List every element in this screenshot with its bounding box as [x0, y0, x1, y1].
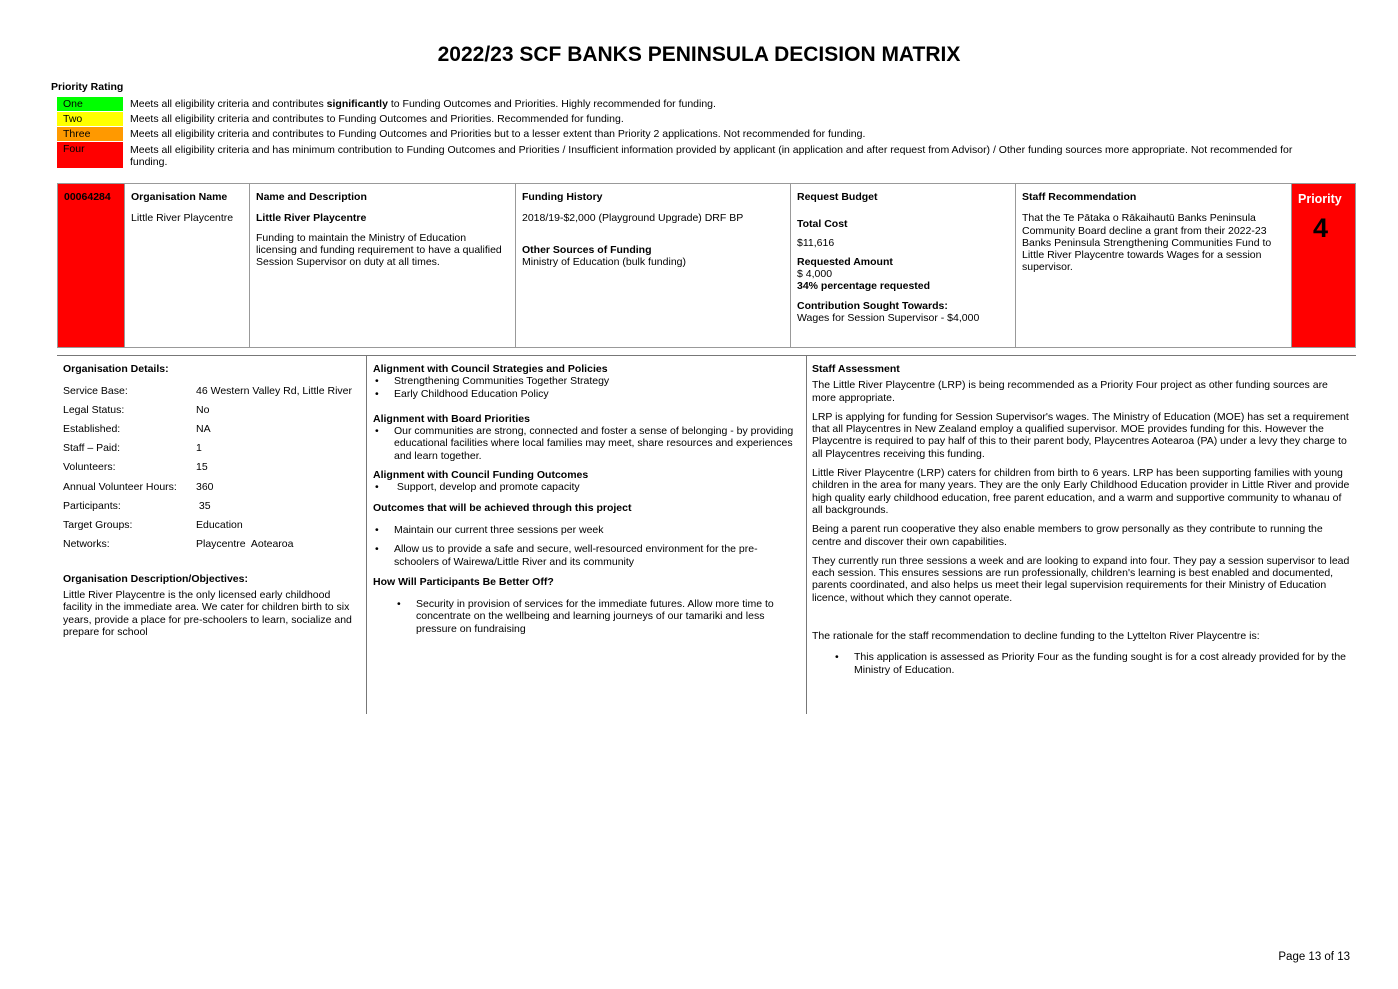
- list-item: • Strengthening Communities Together Strategy: [373, 375, 801, 387]
- outcomes-achieved-list: [373, 524, 801, 568]
- detail-label: Target Groups:: [63, 519, 133, 531]
- detail-value: 1: [196, 442, 202, 454]
- name-description-cell: [250, 184, 516, 347]
- column-divider-1: [366, 356, 367, 714]
- assessment-paragraph: Being a parent run cooperative they also enable members to grow personally as they contribute to running the centre and discover their own capabilities.: [812, 523, 1323, 548]
- contribution-value: Wages for Session Supervisor - $4,000: [797, 312, 980, 325]
- priority-text-four: Meets all eligibility criteria and has minimum contribution to Funding Outcomes and Priorities / Insufficient information provided by applicant (in application and after request from Advisor) / Other funding sources more appropriate. Not recommended for funding.: [130, 144, 1293, 169]
- list-item: • Security in provision of services for the immediate futures. Allow more time to concentrate on the wellbeing and learning journeys of our tamariki and less pressure on fundraising: [395, 598, 801, 635]
- staff-assessment-column: [812, 363, 1352, 676]
- detail-label: Legal Status:: [63, 404, 125, 416]
- org-description: Little River Playcentre is the only licensed early childhood facility in the immediate area. We cater for children birth to six years, provide a place for pre-schoolers to learn, socialize and prepare for school: [63, 589, 352, 638]
- board-priorities-heading: Alignment with Board Priorities: [373, 412, 530, 425]
- outcomes-achieved-heading: Outcomes that will be achieved through this project: [373, 501, 632, 514]
- assessment-paragraph: The Little River Playcentre (LRP) is being recommended as a Priority Four project as other funding sources are more appropriate.: [812, 379, 1328, 404]
- funding-history-header: Funding History: [522, 191, 603, 203]
- requested-amount-label: Requested Amount: [797, 255, 893, 268]
- priority-header: Priority: [1298, 192, 1342, 206]
- staff-recommendation: That the Te Pātaka o Rākaihautū Banks Peninsula Community Board decline a grant from their 2022-23 Banks Peninsula Strengthening Communities Fund to Little River Playcentre towards Wages for a session supervisor.: [1022, 212, 1272, 274]
- detail-label: Established:: [63, 423, 121, 435]
- detail-value: 46 Western Valley Rd, Little River: [196, 385, 353, 397]
- detail-label: Service Base:: [63, 385, 128, 397]
- project-name: Little River Playcentre: [256, 212, 367, 225]
- name-description-header: Name and Description: [256, 191, 367, 203]
- total-cost-label: Total Cost: [797, 218, 848, 231]
- column-divider-2: [806, 356, 807, 714]
- other-sources-header: Other Sources of Funding: [522, 243, 652, 256]
- section-divider: [57, 355, 1356, 356]
- priority-swatch-three: Three: [57, 127, 123, 141]
- better-off-heading: How Will Participants Be Better Off?: [373, 575, 554, 588]
- funding-history: 2018/19-$2,000 (Playground Upgrade) DRF BP: [522, 212, 744, 225]
- list-item: • Early Childhood Education Policy: [373, 388, 801, 400]
- board-priorities-list: [373, 425, 801, 462]
- priority-rating-heading: Priority Rating: [51, 81, 124, 93]
- list-item: • Our communities are strong, connected and foster a sense of belonging - by providing educational facilities where local families may meet, share resources and experiences and learn together.: [373, 425, 801, 462]
- list-item: • This application is assessed as Priority Four as the funding sought is for a cost already provided for by the Ministry of Education.: [833, 651, 1352, 676]
- detail-label: Staff – Paid:: [63, 442, 121, 454]
- priority-swatch-four: Four: [57, 142, 123, 168]
- staff-recommendation-cell: [1016, 184, 1292, 347]
- priority-value: 4: [1312, 213, 1329, 244]
- total-cost: $11,616: [797, 236, 835, 249]
- list-item: • Support, develop and promote capacity: [373, 481, 801, 493]
- other-sources: Ministry of Education (bulk funding): [522, 255, 686, 268]
- funding-outcomes-list: [373, 481, 801, 493]
- priority-text-one: Meets all eligibility criteria and contributes significantly to Funding Outcomes and Priorities. Highly recommended for funding.: [130, 98, 716, 110]
- assessment-paragraph: LRP is applying for funding for Session Supervisor's wages. The Ministry of Education (MOE) has set a requirement that all Playcentres in New Zealand employ a qualified supervisor. MOE provides funding for this. However the Playcentre is required to pay half of this to their parent body, Playcentres Aotearoa (PA) under a levy they charge to all Playcentres receiving this funding.: [812, 410, 1349, 460]
- detail-value: No: [196, 404, 210, 416]
- detail-value: NA: [196, 423, 211, 435]
- priority-swatch-one: One: [57, 97, 123, 111]
- funding-history-cell: [516, 184, 791, 347]
- detail-value: Education: [196, 519, 243, 531]
- request-budget-header: Request Budget: [797, 191, 878, 203]
- organisation-name: Little River Playcentre: [131, 212, 234, 225]
- application-summary-table: [57, 183, 1356, 348]
- rationale-list: [812, 651, 1352, 676]
- funding-outcomes-heading: Alignment with Council Funding Outcomes: [373, 469, 589, 482]
- organisation-name-cell: [125, 184, 250, 347]
- percentage-requested: 34% percentage requested: [797, 280, 931, 293]
- alignment-column: [373, 363, 801, 635]
- rationale-text: The rationale for the staff recommendation to decline funding to the Lyttelton River Playcentre is:: [812, 630, 1260, 643]
- staff-assessment-heading: Staff Assessment: [812, 363, 900, 375]
- page-number: Page 13 of 13: [1278, 951, 1350, 963]
- detail-label: Volunteers:: [63, 461, 116, 473]
- staff-recommendation-header: Staff Recommendation: [1022, 191, 1137, 203]
- council-strategies-list: [373, 375, 801, 400]
- detail-value: 35: [196, 500, 211, 512]
- application-id-cell: [58, 184, 125, 347]
- request-budget-cell: [791, 184, 1016, 347]
- detail-label: Participants:: [63, 500, 121, 512]
- better-off-list: [373, 598, 801, 635]
- assessment-paragraph: They currently run three sessions a week and are looking to expand into four. They pay a session supervisor to lead each session. This ensures sessions are run professionally, children's learning is best enabled and documented, parents coordinated, and also helps us meet their legal supervision requirements for their Ministry of Education licence, without which they cannot operate.: [812, 554, 1350, 604]
- list-item: • Allow us to provide a safe and secure, well-resourced environment for the pre-schoolers of Wairewa/Little River and its community: [373, 543, 801, 568]
- contribution-label: Contribution Sought Towards:: [797, 299, 948, 312]
- detail-label: Networks:: [63, 538, 110, 550]
- detail-label: Annual Volunteer Hours:: [63, 481, 177, 493]
- list-item: • Maintain our current three sessions per week: [373, 524, 801, 536]
- organisation-name-header: Organisation Name: [131, 191, 228, 203]
- assessment-paragraph: Little River Playcentre (LRP) caters for children from birth to 6 years. LRP has been supporting families with young children in the area for many years. They are the only Early Childhood Education provider in Little River and provide high quality early childhood education, free parent education, and a warm and supportive community to whanau of all backgrounds.: [812, 467, 1350, 516]
- requested-amount: $ 4,000: [797, 268, 833, 281]
- project-description: Funding to maintain the Ministry of Education licensing and funding requirement to have a qualified Session Supervisor on duty at all times.: [256, 231, 502, 269]
- detail-value: Playcentre Aotearoa: [196, 538, 294, 550]
- org-description-heading: Organisation Description/Objectives:: [63, 573, 248, 585]
- council-strategies-heading: Alignment with Council Strategies and Policies: [373, 363, 608, 375]
- detail-value: 15: [196, 461, 208, 473]
- priority-swatch-two: Two: [57, 112, 123, 126]
- priority-cell: [1292, 184, 1355, 347]
- page-title: 2022/23 SCF BANKS PENINSULA DECISION MATRIX: [437, 43, 961, 66]
- detail-value: 360: [196, 481, 214, 493]
- priority-text-three: Meets all eligibility criteria and contributes to Funding Outcomes and Priorities but to a lesser extent than Priority 2 applications. Not recommended for funding.: [130, 128, 866, 140]
- priority-text-two: Meets all eligibility criteria and contributes to Funding Outcomes and Priorities. Recommended for funding.: [130, 113, 624, 125]
- application-id: 00064284: [64, 191, 111, 203]
- org-details-heading: Organisation Details:: [63, 363, 169, 375]
